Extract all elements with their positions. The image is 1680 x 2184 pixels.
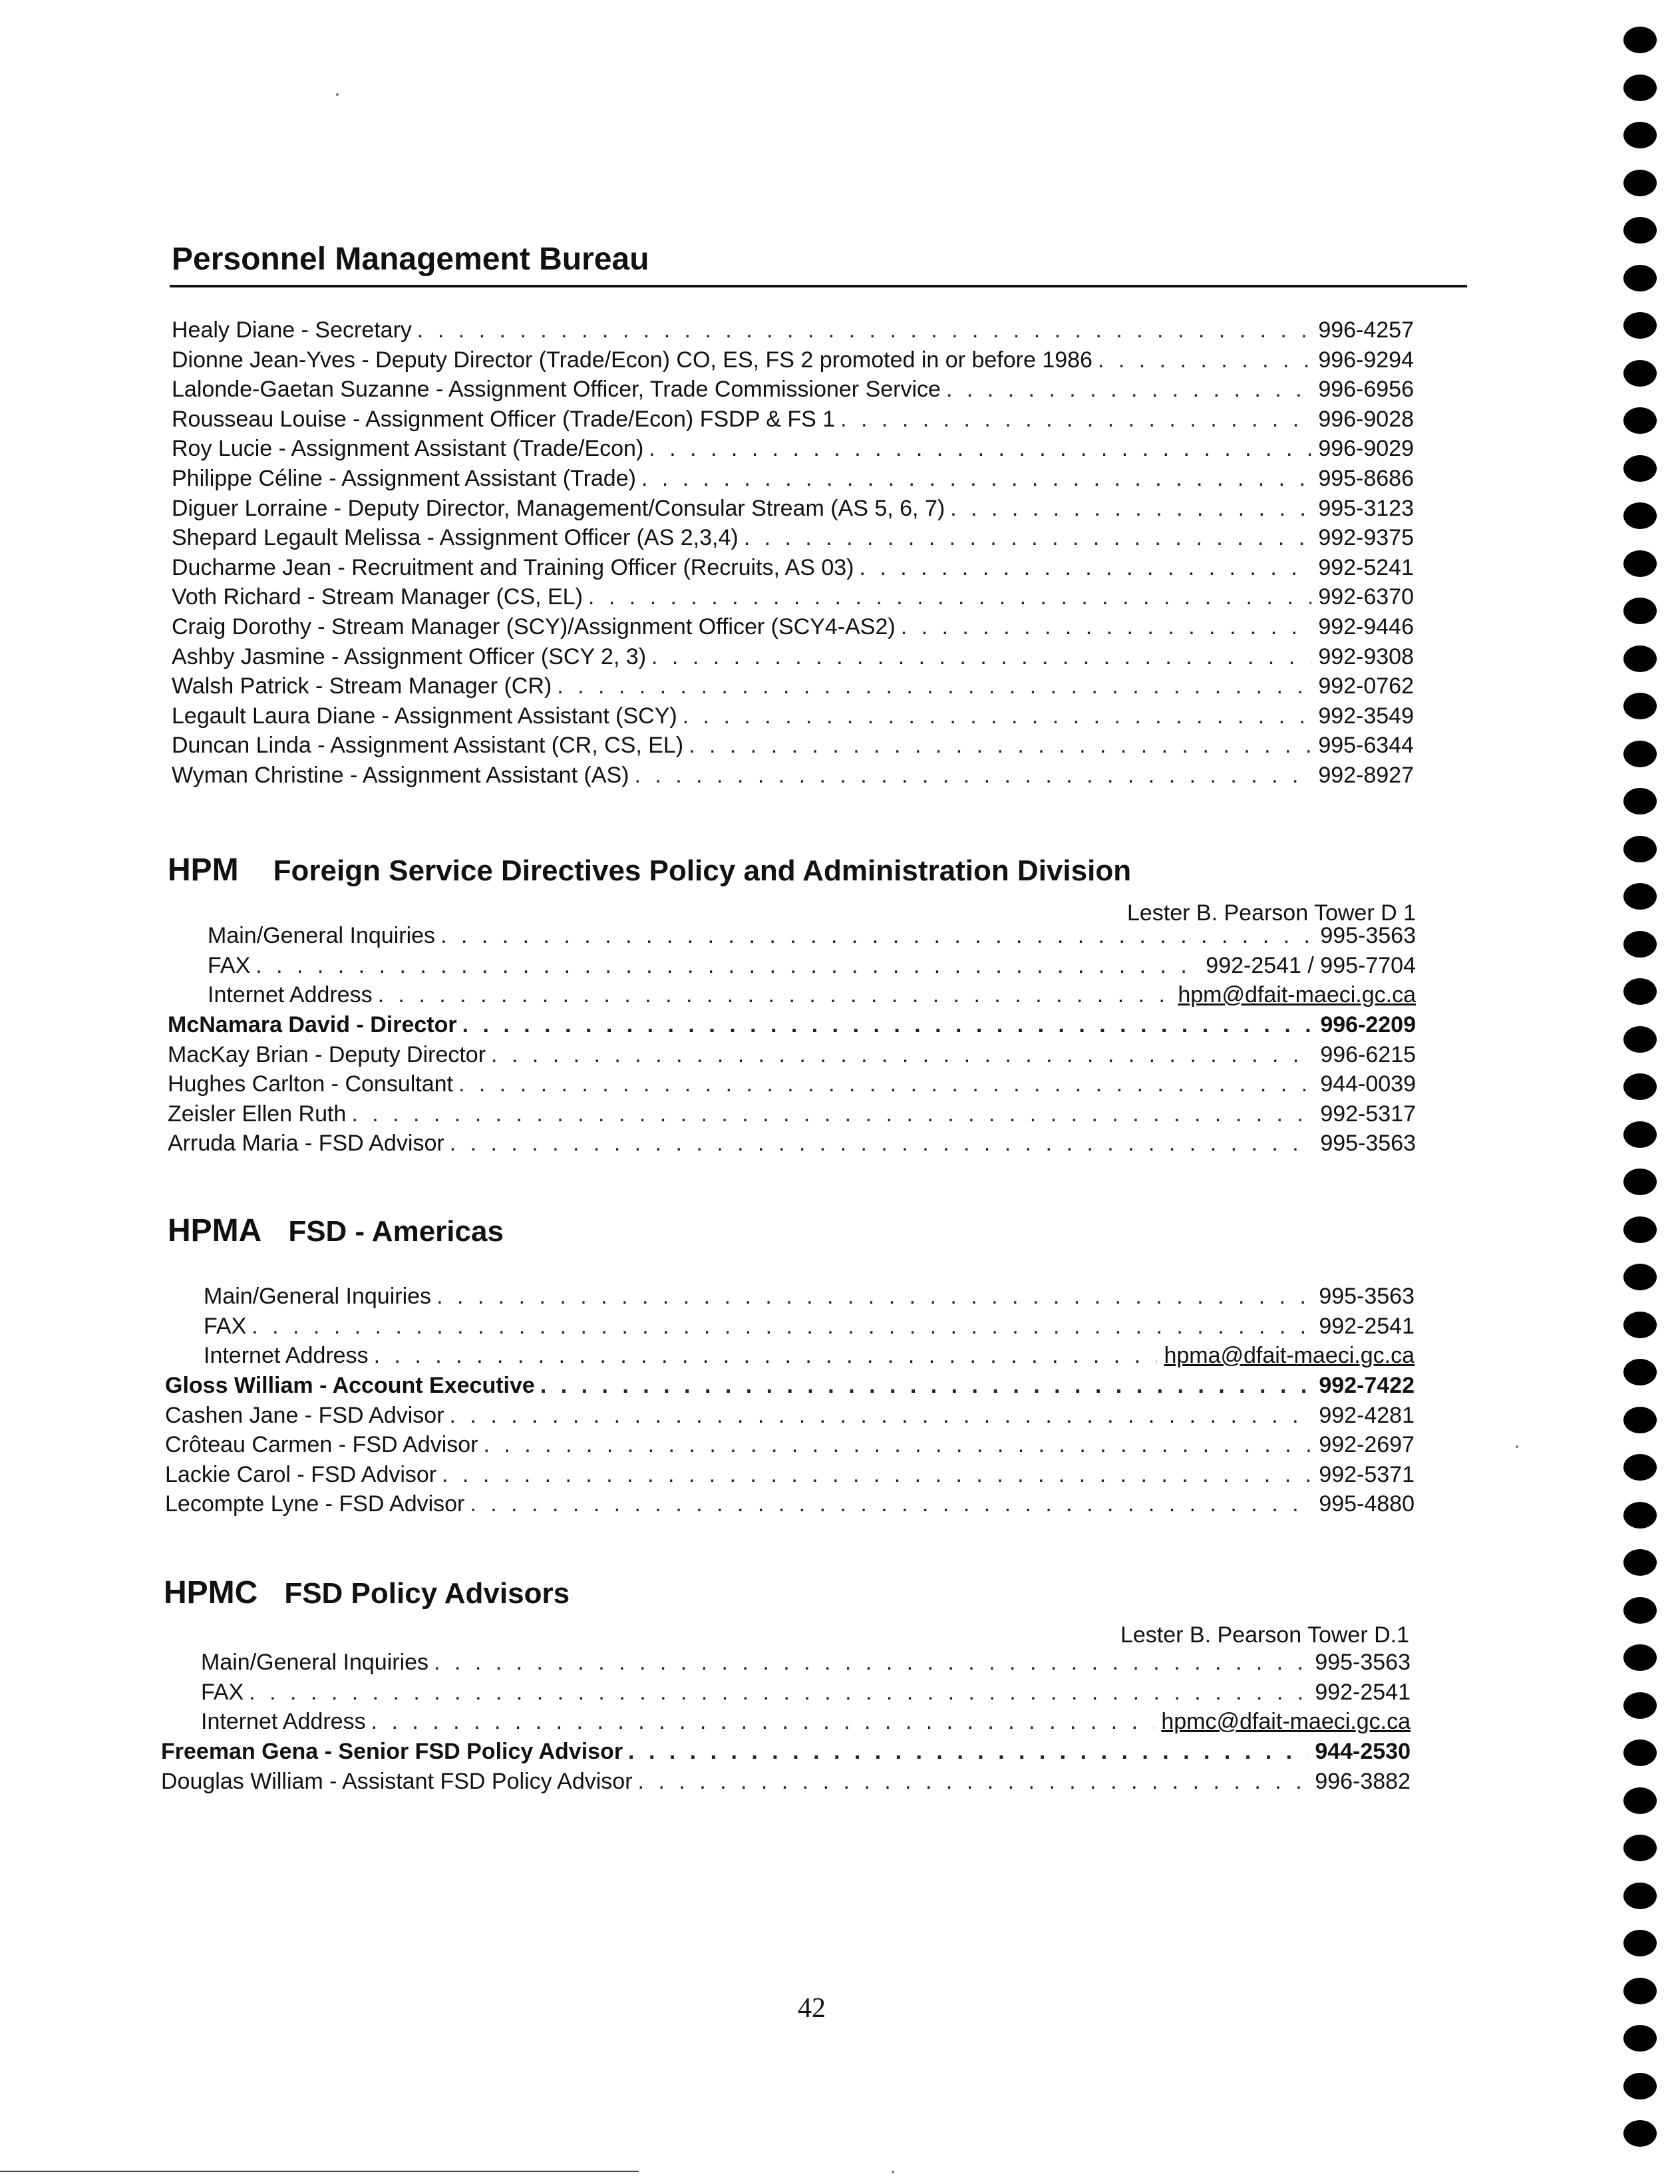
- hpma-inquiry-row: [204, 1282, 1415, 1311]
- bureau-entry-phone: 996-9029: [1318, 436, 1414, 462]
- bureau-entry-row: [172, 642, 1414, 671]
- bureau-entry-label: Ashby Jasmine - Assignment Officer (SCY 2, 3): [172, 643, 647, 669]
- hpm-location: Lester B. Pearson Tower D 1: [1126, 900, 1416, 926]
- binder-hole: [1623, 1073, 1657, 1100]
- hpma-inquiry-label: Internet Address: [204, 1343, 369, 1368]
- bureau-entry-row: [172, 375, 1414, 404]
- binder-hole: [1623, 1930, 1657, 1956]
- bureau-entry-row: [172, 494, 1414, 523]
- binder-hole: [1623, 265, 1657, 291]
- hpm-staff-row: [168, 1069, 1416, 1099]
- hpma-inquiry-email-link[interactable]: hpma@dfait-maeci.gc.ca: [1164, 1343, 1415, 1368]
- hpmc-inquiry-label: FAX: [201, 1679, 244, 1705]
- hpmc-inquiry-email-link[interactable]: hpmc@dfait-maeci.gc.ca: [1161, 1709, 1411, 1734]
- bureau-entry-label: Voth Richard - Stream Manager (CS, EL): [172, 584, 583, 610]
- dot-leader: [634, 761, 1311, 790]
- hpma-staff-row: [165, 1371, 1415, 1400]
- hpm-heading: [168, 854, 1131, 886]
- hpm-staff-label: Arruda Maria - FSD Advisor: [168, 1131, 444, 1156]
- binder-hole: [1623, 598, 1657, 624]
- binder-hole: [1623, 836, 1657, 862]
- bureau-entry-phone: 992-9308: [1318, 643, 1414, 669]
- hpma-staff-row: [165, 1460, 1415, 1489]
- binder-hole: [1623, 645, 1657, 672]
- bureau-entry-label: Ducharme Jean - Recruitment and Training Officer (Recruits, AS 03): [172, 554, 854, 580]
- binder-hole: [1623, 217, 1657, 244]
- hpmc-staff-phone: 944-2530: [1315, 1739, 1411, 1764]
- bureau-entry-label: Dionne Jean-Yves - Deputy Director (Trade/Econ) CO, ES, FS 2 promoted in or before 1986: [172, 347, 1092, 373]
- hpma-staff-label: Crôteau Carmen - FSD Advisor: [165, 1432, 478, 1457]
- dot-leader: [255, 951, 1199, 980]
- dot-leader: [689, 731, 1311, 760]
- dot-leader: [252, 1312, 1312, 1341]
- hpma-staff-label: Cashen Jane - FSD Advisor: [165, 1402, 444, 1428]
- dot-leader: [638, 1767, 1309, 1796]
- bureau-entry-label: Roy Lucie - Assignment Assistant (Trade/Econ): [172, 436, 644, 462]
- dot-leader: [436, 1282, 1312, 1311]
- bureau-entry-row: [172, 701, 1414, 731]
- binder-hole: [1623, 1169, 1657, 1195]
- binder-hole: [1623, 1692, 1657, 1719]
- binder-hole: [1623, 1883, 1657, 1909]
- bureau-entry-row: [172, 523, 1414, 552]
- hpma-staff-row: [165, 1489, 1415, 1519]
- binder-holes: [1623, 27, 1663, 2183]
- dot-leader: [744, 523, 1312, 552]
- bureau-entry-row: [172, 464, 1414, 493]
- dot-leader: [628, 1737, 1308, 1766]
- hpma-title: FSD - Americas: [288, 1215, 504, 1248]
- bureau-entry-row: [172, 405, 1414, 434]
- bureau-entry-label: Shepard Legault Melissa - Assignment Officer (AS 2,3,4): [172, 525, 739, 551]
- binder-hole: [1623, 1121, 1657, 1148]
- bureau-entry-phone: 995-3123: [1318, 495, 1414, 521]
- bureau-entry-row: [172, 553, 1414, 582]
- bureau-entry-row: [172, 671, 1414, 701]
- dot-leader: [491, 1040, 1313, 1069]
- hpm-staff-phone: 944-0039: [1320, 1071, 1416, 1097]
- bureau-entry-row: [172, 731, 1414, 760]
- hpma-inquiry-phone: 992-2541: [1319, 1313, 1415, 1339]
- hpm-staff-label: MacKay Brian - Deputy Director: [168, 1041, 486, 1067]
- dot-leader: [450, 1401, 1313, 1430]
- binder-hole: [1623, 1835, 1657, 1861]
- bureau-entry-label: Legault Laura Diane - Assignment Assistant (SCY): [172, 703, 677, 729]
- hpm-inquiry-phone: 995-3563: [1320, 923, 1416, 948]
- binder-hole: [1623, 407, 1657, 434]
- hpmc-inquiry-row: [201, 1678, 1411, 1707]
- bureau-entry-phone: 996-9294: [1318, 347, 1414, 373]
- binder-hole: [1623, 1264, 1657, 1290]
- hpm-title: Foreign Service Directives Policy and Administration Division: [273, 854, 1132, 887]
- dot-leader: [450, 1129, 1314, 1158]
- bureau-entry-label: Rousseau Louise - Assignment Officer (Trade/Econ) FSDP & FS 1: [172, 406, 836, 432]
- hpm-staff-row: [168, 1040, 1416, 1069]
- hpm-inquiry-row: [208, 921, 1416, 950]
- dot-leader: [351, 1099, 1313, 1129]
- hpm-staff-phone: 996-6215: [1320, 1041, 1416, 1067]
- hpmc-inquiry-phone: 995-3563: [1315, 1650, 1411, 1675]
- dot-leader: [371, 1707, 1155, 1736]
- hpmc-code: HPMC: [164, 1575, 258, 1610]
- hpmc-staff-row: [161, 1737, 1411, 1766]
- dot-leader: [946, 375, 1311, 404]
- dot-leader: [641, 464, 1311, 493]
- dot-leader: [374, 1341, 1158, 1370]
- binder-hole: [1623, 883, 1657, 910]
- hpm-inquiry-label: FAX: [208, 952, 251, 978]
- bureau-entry-row: [172, 345, 1414, 375]
- bureau-entry-label: Healy Diane - Secretary: [172, 317, 412, 343]
- bureau-entry-label: Craig Dorothy - Stream Manager (SCY)/Assignment Officer (SCY4-AS2): [172, 614, 896, 639]
- binder-hole: [1623, 27, 1657, 53]
- binder-hole: [1623, 170, 1657, 196]
- bureau-entry-phone: 992-6370: [1318, 584, 1414, 610]
- hpm-staff-label: McNamara David - Director: [168, 1012, 457, 1037]
- dot-leader: [901, 612, 1312, 641]
- hpmc-staff-row: [161, 1767, 1411, 1796]
- hpma-inquiry-row: [204, 1312, 1415, 1341]
- binder-hole: [1623, 788, 1657, 815]
- hpm-inquiry-phone: 992-2541 / 995-7704: [1206, 952, 1416, 978]
- bureau-entry-row: [172, 434, 1414, 463]
- hpm-inquiry-label: Internet Address: [208, 982, 373, 1007]
- hpm-staff-phone: 992-5317: [1320, 1101, 1416, 1127]
- binder-hole: [1623, 2120, 1657, 2147]
- hpm-staff-label: Zeisler Ellen Ruth: [168, 1101, 347, 1127]
- binder-hole: [1623, 1359, 1657, 1385]
- hpm-inquiry-email-link[interactable]: hpm@dfait-maeci.gc.ca: [1178, 982, 1416, 1007]
- hpma-staff-row: [165, 1430, 1415, 1459]
- dot-leader: [440, 921, 1313, 950]
- bureau-entry-row: [172, 761, 1414, 790]
- binder-hole: [1623, 1978, 1657, 2004]
- bureau-entry-phone: 992-3549: [1318, 703, 1414, 729]
- binder-hole: [1623, 75, 1657, 101]
- hpma-staff-phone: 992-4281: [1319, 1402, 1415, 1428]
- bureau-entry-phone: 996-4257: [1318, 317, 1414, 343]
- hpm-inquiry-row: [208, 951, 1416, 980]
- binder-hole: [1623, 1549, 1657, 1576]
- hpmc-inquiry-phone: 992-2541: [1315, 1679, 1411, 1705]
- hpm-staff-label: Hughes Carlton - Consultant: [168, 1071, 454, 1097]
- bureau-entry-label: Walsh Patrick - Stream Manager (CR): [172, 673, 552, 699]
- dot-leader: [249, 1678, 1308, 1707]
- hpma-staff-label: Lackie Carol - FSD Advisor: [165, 1461, 437, 1487]
- hpm-staff-row: [168, 1129, 1416, 1158]
- dot-leader: [588, 582, 1311, 612]
- dot-leader: [378, 980, 1172, 1009]
- bureau-entry-phone: 992-9375: [1318, 525, 1414, 551]
- binder-hole: [1623, 2025, 1657, 2052]
- dot-leader: [859, 553, 1311, 582]
- binder-hole: [1623, 455, 1657, 482]
- hpmc-title: FSD Policy Advisors: [284, 1577, 570, 1610]
- bureau-entry-label: Duncan Linda - Assignment Assistant (CR, CS, EL): [172, 733, 684, 759]
- hpmc-location: Lester B. Pearson Tower D.1: [1120, 1622, 1409, 1648]
- hpma-staff-label: Gloss William - Account Executive: [165, 1373, 535, 1398]
- hpmc-staff-label: Douglas William - Assistant FSD Policy Advisor: [161, 1768, 633, 1794]
- binder-hole: [1623, 312, 1657, 339]
- dot-leader: [840, 405, 1311, 434]
- hpma-code: HPMA: [168, 1213, 262, 1248]
- hpm-code: HPM: [168, 852, 239, 888]
- bureau-entry-phone: 996-6956: [1318, 377, 1414, 403]
- hpma-staff-label: Lecompte Lyne - FSD Advisor: [165, 1491, 465, 1517]
- scan-edge-line: [0, 2171, 639, 2172]
- binder-hole: [1623, 122, 1657, 148]
- hpmc-heading: [164, 1577, 570, 1609]
- bureau-title: Personnel Management Bureau: [172, 242, 649, 277]
- hpmc-inquiry-row: [201, 1707, 1411, 1736]
- hpma-inquiry-row: [204, 1341, 1415, 1370]
- hpm-inquiry-label: Main/General Inquiries: [208, 923, 436, 948]
- binder-hole: [1623, 693, 1657, 719]
- bureau-entry-row: [172, 315, 1414, 345]
- bureau-entry-phone: 992-9446: [1318, 614, 1414, 639]
- hpmc-inquiry-label: Internet Address: [201, 1709, 366, 1734]
- dot-leader: [434, 1648, 1308, 1677]
- bureau-entry-row: [172, 612, 1414, 641]
- bureau-entry-label: Philippe Céline - Assignment Assistant (Trade): [172, 466, 636, 491]
- hpma-staff-row: [165, 1401, 1415, 1430]
- bureau-entry-phone: 992-8927: [1318, 763, 1414, 788]
- hpma-inquiry-label: Main/General Inquiries: [204, 1284, 432, 1309]
- dot-leader: [462, 1010, 1314, 1039]
- hpmc-staff-phone: 996-3882: [1315, 1768, 1411, 1794]
- binder-hole: [1623, 1502, 1657, 1529]
- hpmc-staff-label: Freeman Gena - Senior FSD Policy Advisor: [161, 1739, 623, 1764]
- bureau-entry-label: Wyman Christine - Assignment Assistant (AS): [172, 763, 629, 788]
- dot-leader: [484, 1430, 1313, 1459]
- binder-hole: [1623, 978, 1657, 1005]
- hpma-staff-phone: 992-5371: [1319, 1461, 1415, 1487]
- bureau-entry-row: [172, 582, 1414, 612]
- bureau-entry-phone: 996-9028: [1318, 406, 1414, 432]
- dot-leader: [557, 671, 1311, 701]
- binder-hole: [1623, 741, 1657, 767]
- dot-leader: [458, 1069, 1313, 1099]
- binder-hole: [1623, 1216, 1657, 1243]
- dot-leader: [417, 315, 1311, 345]
- hpma-inquiry-label: FAX: [204, 1313, 247, 1339]
- binder-hole: [1623, 550, 1657, 577]
- page-number: 42: [798, 1993, 826, 2024]
- hpma-staff-phone: 992-7422: [1319, 1373, 1415, 1398]
- hpm-staff-phone: 996-2209: [1320, 1012, 1416, 1037]
- hpma-staff-phone: 992-2697: [1319, 1432, 1415, 1457]
- dot-leader: [651, 642, 1311, 671]
- bureau-entry-phone: 992-0762: [1318, 673, 1414, 699]
- bureau-entry-phone: 992-5241: [1318, 554, 1414, 580]
- hpm-staff-phone: 995-3563: [1320, 1131, 1416, 1156]
- hpma-inquiry-phone: 995-3563: [1319, 1284, 1415, 1309]
- scan-speck: [892, 2171, 894, 2173]
- dot-leader: [470, 1489, 1312, 1519]
- hpmc-inquiry-label: Main/General Inquiries: [201, 1650, 429, 1675]
- binder-hole: [1623, 931, 1657, 958]
- bureau-entry-phone: 995-8686: [1318, 466, 1414, 491]
- dot-leader: [442, 1460, 1312, 1489]
- dot-leader: [683, 701, 1312, 731]
- binder-hole: [1623, 1312, 1657, 1338]
- binder-hole: [1623, 360, 1657, 387]
- binder-hole: [1623, 502, 1657, 529]
- binder-hole: [1623, 1739, 1657, 1766]
- hpmc-inquiry-row: [201, 1648, 1411, 1677]
- binder-hole: [1623, 1597, 1657, 1624]
- hpm-inquiry-row: [208, 980, 1416, 1009]
- scan-speck: [1516, 1445, 1518, 1448]
- title-rule: [170, 285, 1467, 287]
- hpm-staff-row: [168, 1099, 1416, 1129]
- dot-leader: [1098, 345, 1311, 375]
- binder-hole: [1623, 1454, 1657, 1481]
- bureau-entry-label: Lalonde-Gaetan Suzanne - Assignment Officer, Trade Commissioner Service: [172, 377, 941, 403]
- dot-leader: [649, 434, 1311, 463]
- binder-hole: [1623, 2073, 1657, 2099]
- dot-leader: [950, 494, 1311, 523]
- hpma-staff-phone: 995-4880: [1319, 1491, 1415, 1517]
- dot-leader: [540, 1371, 1313, 1400]
- hpm-staff-row: [168, 1010, 1416, 1039]
- binder-hole: [1623, 1787, 1657, 1814]
- bureau-entry-label: Diguer Lorraine - Deputy Director, Management/Consular Stream (AS 5, 6, 7): [172, 495, 945, 521]
- binder-hole: [1623, 1026, 1657, 1053]
- binder-hole: [1623, 1407, 1657, 1433]
- scan-speck: [336, 93, 339, 96]
- hpma-heading: [168, 1215, 504, 1247]
- binder-hole: [1623, 1644, 1657, 1671]
- bureau-entry-phone: 995-6344: [1318, 733, 1414, 759]
